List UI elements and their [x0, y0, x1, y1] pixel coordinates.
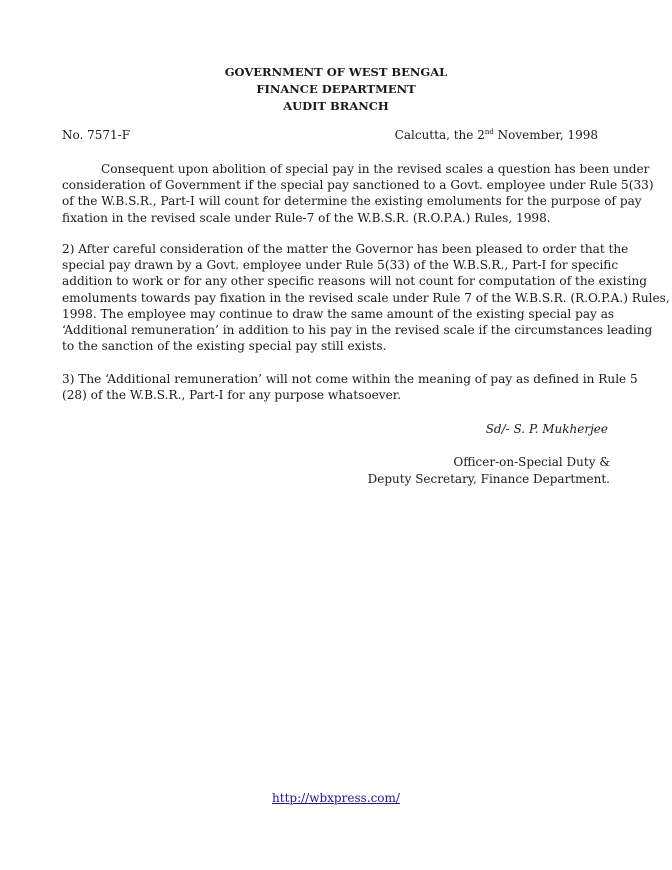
- text-line: ‘Additional remuneration’ in addition to his pay in the revised scale if the circumstances leading: [62, 323, 653, 338]
- text-line: to the sanction of the existing special pay still exists.: [62, 339, 387, 354]
- footer: [0, 791, 672, 805]
- text-line: consideration of Government if the special pay sanctioned to a Govt. employee under Rule 5(33): [62, 178, 654, 193]
- branch-title: AUDIT BRANCH: [283, 99, 389, 113]
- paragraph-2: [62, 241, 670, 354]
- text-line: emoluments towards pay fixation in the revised scale under Rule 7 of the W.B.S.R. (R.O.P.A.) Rules,: [62, 290, 670, 305]
- text-line: addition to work or for any other specific reasons will not count for computation of the existing: [62, 274, 647, 289]
- date-rest: November, 1998: [493, 128, 598, 142]
- date-ordinal: nd: [484, 128, 494, 136]
- text-line: fixation in the revised scale under Rule-7 of the W.B.S.R. (R.O.P.A.) Rules, 1998.: [62, 210, 551, 225]
- footer-link[interactable]: http://wbxpress.com/: [272, 791, 400, 805]
- text-line: (28) of the W.B.S.R., Part-I for any purpose whatsoever.: [62, 388, 402, 403]
- designation-line-2: Deputy Secretary, Finance Department.: [367, 472, 610, 486]
- government-title: GOVERNMENT OF WEST BENGAL: [224, 65, 448, 79]
- text-line: 2) After careful consideration of the matter the Governor has been pleased to order that the: [62, 242, 629, 256]
- signature: Sd/- S. P. Mukherjee: [485, 422, 608, 436]
- text-line: 1998. The employee may continue to draw the same amount of the existing special pay as: [62, 306, 615, 321]
- text-line: special pay drawn by a Govt. employee under Rule 5(33) of the W.B.S.R., Part-I for specific: [62, 258, 619, 273]
- memo-date: [395, 127, 598, 143]
- paragraph-1: [62, 161, 654, 226]
- designation-line-1: Officer-on-Special Duty &: [453, 455, 610, 469]
- signatory-designation: [368, 454, 610, 488]
- letterhead: [0, 64, 672, 115]
- text-line: Consequent upon abolition of special pay in the revised scales a question has been under: [101, 162, 650, 176]
- text-line: of the W.B.S.R., Part-I will count for determine the existing emoluments for the purpose of pay: [62, 194, 642, 209]
- memo-number: No. 7571-F: [62, 128, 131, 142]
- department-title: FINANCE DEPARTMENT: [256, 82, 416, 96]
- text-line: 3) The ‘Additional remuneration’ will not come within the meaning of pay as defined in Rule 5: [62, 372, 638, 386]
- date-prefix: Calcutta, the 2: [394, 128, 485, 142]
- paragraph-3: [62, 371, 638, 403]
